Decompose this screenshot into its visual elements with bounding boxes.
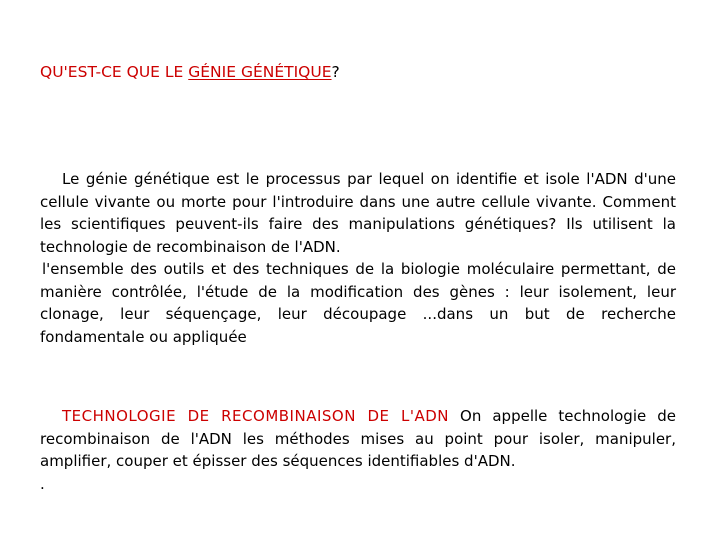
tools-paragraph: l'ensemble des outils et des techniques de la biologie moléculaire permettant, de manière contrôlée, l'étude de la modification des gènes : leur isolement, leur clonage, leur séquençage, leur découpage ...dans un but de recherche fondamentale ou appliquée bbox=[40, 260, 676, 346]
definition-section bbox=[40, 168, 676, 348]
recombination-heading: TECHNOLOGIE DE RECOMBINAISON DE L'ADN bbox=[62, 407, 449, 425]
trailing-dot: . bbox=[40, 474, 45, 493]
definition-paragraph: Le génie génétique est le processus par lequel on identifie et isole l'ADN d'une cellule vivante ou morte pour l'introduire dans une autre cellule vivante. Comment les scientifiques peuvent-ils faire des manipulations génétiques? Ils utilisent la technologie de recombinaison de l'ADN. bbox=[40, 170, 676, 256]
recombination-text: On appelle technologie de recombinaison de l'ADN les méthodes mises au point pour isoler, manipuler, amplifier, couper et épisser des séquences identifiables d'ADN. bbox=[40, 407, 676, 470]
title-part-subject: GÉNIE GÉNÉTIQUE bbox=[188, 63, 332, 81]
title-part-question: QU'EST-CE QUE LE bbox=[40, 63, 189, 81]
recombination-section bbox=[40, 405, 676, 495]
title-question-mark: ? bbox=[331, 63, 340, 81]
recombination-paragraph bbox=[40, 405, 676, 473]
page-title bbox=[40, 62, 340, 82]
